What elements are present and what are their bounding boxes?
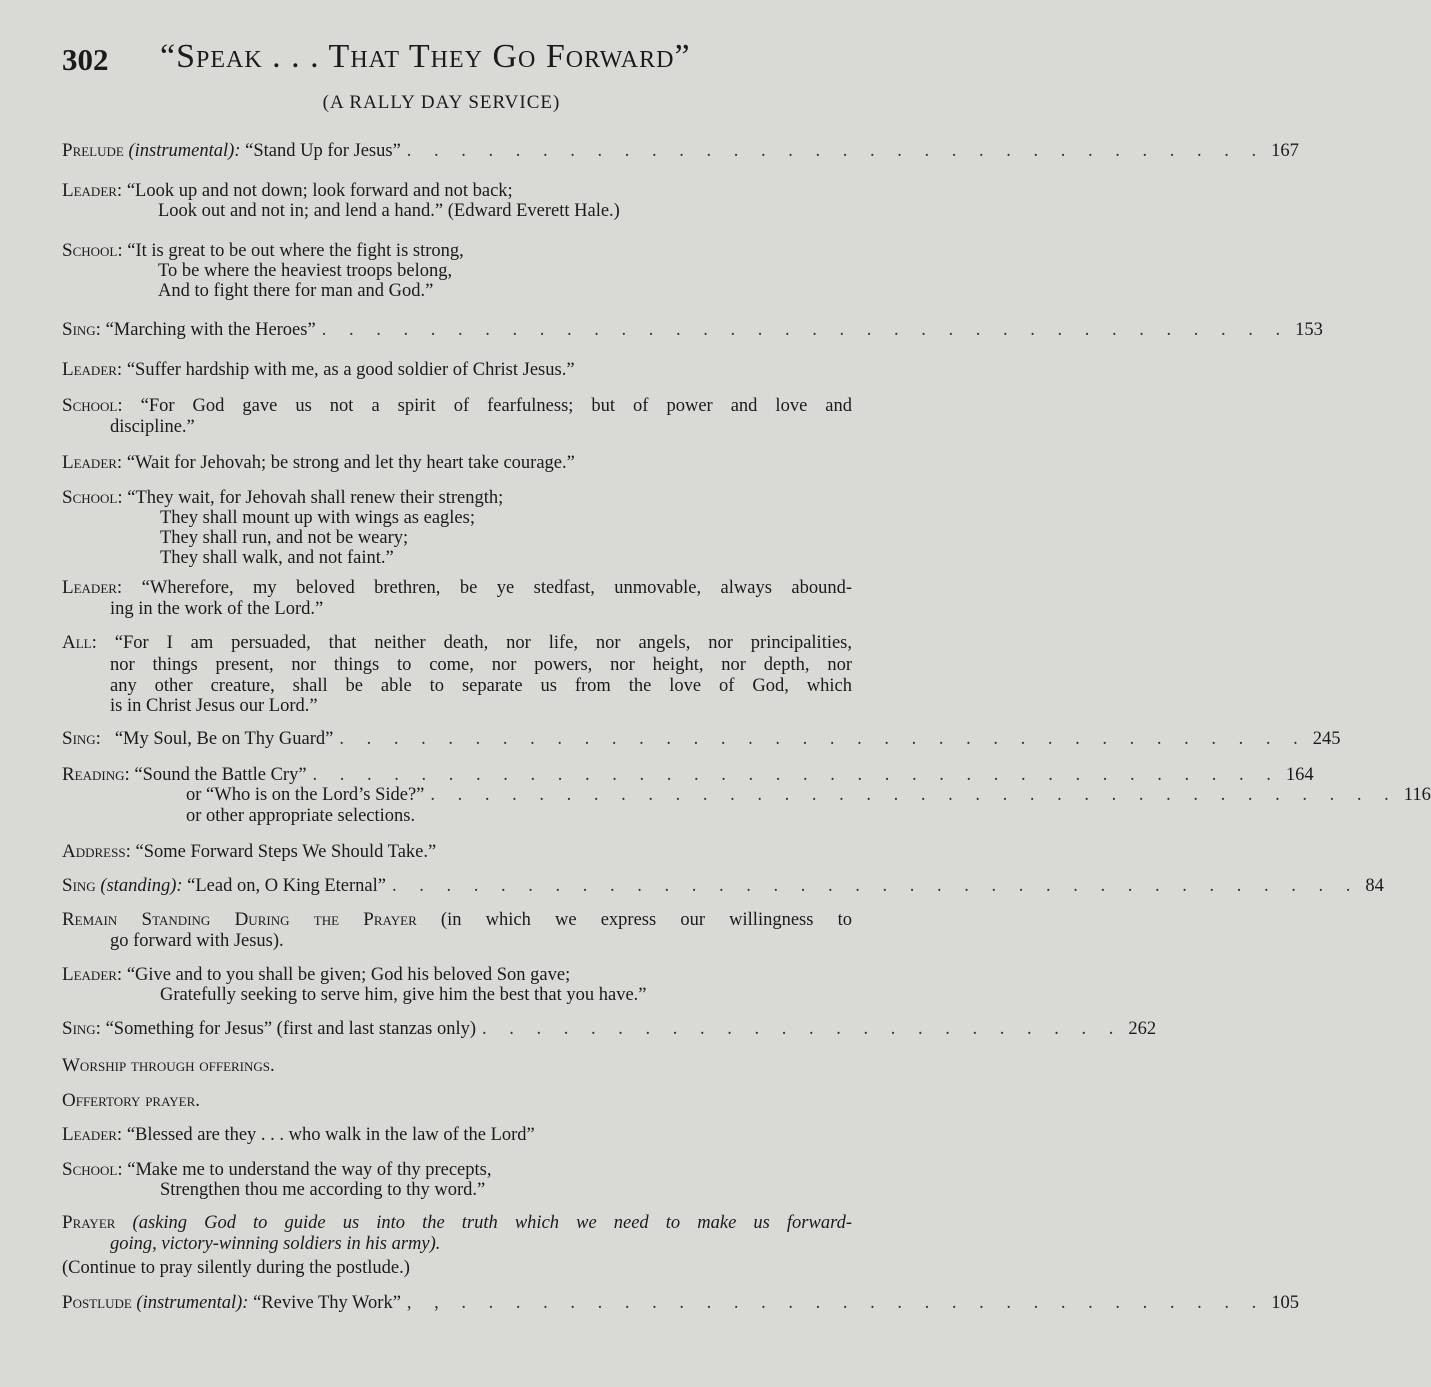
dot-leader: . . . . . . . . . . . . . . . . . . . . . . . . . . . . . . . . . . . . bbox=[312, 765, 1280, 785]
reading-line: Reading: “Sound the Battle Cry” . . . . . . . . . . . . . . . . . . . . . . . . . . . . . . . . . . . . 164 bbox=[62, 764, 1314, 785]
all-line-continued: is in Christ Jesus our Lord.” bbox=[110, 696, 318, 716]
reading-line-alt: or other appropriate selections. bbox=[186, 806, 416, 826]
dot-leader: . . . . . . . . . . . . . . . . . . . . . . . . . . . . . . . . . . . . bbox=[321, 320, 1290, 340]
leader-line: Leader: “Wait for Jehovah; be strong and let thy heart take courage.” bbox=[62, 452, 575, 473]
school-line: School: “It is great to be out where the fight is strong, bbox=[62, 240, 464, 261]
hymn-number: 245 bbox=[1312, 729, 1341, 749]
leader-line-continued: ing in the work of the Lord.” bbox=[110, 599, 324, 619]
hymn-number: 116 bbox=[1403, 785, 1431, 805]
postlude-line: Postlude (instrumental): “Revive Thy Work” , , . . . . . . . . . . . . . . . . . . . . . . . . . . . . . . 105 bbox=[62, 1292, 1300, 1313]
all-line: All: “For I am persuaded, that neither death, nor life, nor angels, nor principalities, bbox=[62, 632, 853, 653]
all-line-continued: any other creature, shall be able to separate us from the love of God, which bbox=[110, 676, 852, 696]
hymn-number: 262 bbox=[1128, 1019, 1157, 1039]
sing-line: Sing: “Marching with the Heroes” . . . . . . . . . . . . . . . . . . . . . . . . . . . . . . . . . . . . 153 bbox=[62, 319, 1323, 340]
page-title: “Speak . . . That They Go Forward” bbox=[160, 38, 691, 75]
sing-line: Sing: “Something for Jesus” (first and last stanzas only) . . . . . . . . . . . . . . . . . . . . . . . . 262 bbox=[62, 1018, 1157, 1039]
all-line-continued: nor things present, nor things to come, nor powers, nor height, nor depth, nor bbox=[110, 655, 852, 675]
prayer-line: Prayer (asking God to guide us into the truth which we need to make us forward- bbox=[62, 1212, 853, 1233]
leader-line: Leader: “Give and to you shall be given; God his beloved Son gave; bbox=[62, 964, 571, 985]
page-number: 302 bbox=[62, 42, 109, 77]
dot-leader: . . . . . . . . . . . . . . . . . . . . . . . . . . . . . . . . . . . . bbox=[430, 785, 1398, 805]
school-line: School: “For God gave us not a spirit of fearfulness; but of power and love and bbox=[62, 395, 852, 416]
school-line-continued: And to fight there for man and God.” bbox=[158, 281, 434, 301]
dot-leader: , , . . . . . . . . . . . . . . . . . . . . . . . . . . . . . . bbox=[406, 1293, 1266, 1313]
service-subtitle: (A RALLY DAY SERVICE) bbox=[322, 92, 561, 113]
continue-line: (Continue to pray silently during the postlude.) bbox=[62, 1258, 410, 1278]
leader-line: Leader: “Suffer hardship with me, as a good soldier of Christ Jesus.” bbox=[62, 359, 575, 380]
offertory-line: Offertory prayer. bbox=[62, 1090, 201, 1111]
leader-line: Leader: “Look up and not down; look forward and not back; bbox=[62, 180, 513, 201]
page-header bbox=[62, 38, 852, 88]
school-line-continued: They shall mount up with wings as eagles; bbox=[160, 508, 475, 528]
hymn-number: 167 bbox=[1271, 141, 1299, 161]
hymn-number: 164 bbox=[1285, 765, 1314, 785]
dot-leader: . . . . . . . . . . . . . . . . . . . . . . . . . . . . . . . . . . . . bbox=[339, 729, 1307, 749]
school-line-continued: They shall walk, and not faint.” bbox=[160, 548, 394, 568]
school-line-continued: discipline.” bbox=[110, 417, 195, 437]
school-line-continued: They shall run, and not be weary; bbox=[160, 528, 409, 548]
dot-leader: . . . . . . . . . . . . . . . . . . . . . . . . bbox=[482, 1019, 1123, 1039]
school-line: School: “Make me to understand the way of thy precepts, bbox=[62, 1159, 492, 1180]
remain-standing-continued: go forward with Jesus). bbox=[110, 931, 284, 951]
sing-line: Sing: “My Soul, Be on Thy Guard” . . . . . . . . . . . . . . . . . . . . . . . . . . . . . . . . . . . . 245 bbox=[62, 728, 1341, 749]
worship-line: Worship through offerings. bbox=[62, 1055, 275, 1076]
leader-line: Leader: “Wherefore, my beloved brethren, be ye stedfast, unmovable, always abound- bbox=[62, 577, 852, 598]
dot-leader: . . . . . . . . . . . . . . . . . . . . . . . . . . . . . . . . . . . . bbox=[391, 876, 1360, 896]
remain-standing-line: Remain Standing During the Prayer (in which we express our willingness to bbox=[62, 909, 852, 930]
school-line: School: “They wait, for Jehovah shall renew their strength; bbox=[62, 487, 504, 508]
leader-line-continued: Gratefully seeking to serve him, give him the best that you have.” bbox=[160, 985, 647, 1005]
sing-line: Sing (standing): “Lead on, O King Eternal” . . . . . . . . . . . . . . . . . . . . . . . . . . . . . . . . . . . . 84 bbox=[62, 875, 1384, 896]
leader-line: Leader: “Blessed are they . . . who walk in the law of the Lord” bbox=[62, 1124, 535, 1145]
prelude-line: Prelude (instrumental): “Stand Up for Jesus” . . . . . . . . . . . . . . . . . . . . . . . . . . . . . . . . 167 bbox=[62, 140, 1299, 161]
hymn-number: 84 bbox=[1365, 876, 1384, 896]
hymn-number: 105 bbox=[1271, 1293, 1300, 1313]
address-line: Address: “Some Forward Steps We Should Take.” bbox=[62, 841, 437, 862]
school-line-continued: Strengthen thou me according to thy word.” bbox=[160, 1180, 486, 1200]
prayer-line-continued: going, victory-winning soldiers in his army). bbox=[110, 1234, 441, 1254]
school-line-continued: To be where the heaviest troops belong, bbox=[158, 261, 453, 281]
hymn-number: 153 bbox=[1295, 320, 1323, 340]
dot-leader: . . . . . . . . . . . . . . . . . . . . . . . . . . . . . . . . bbox=[406, 141, 1266, 161]
reading-line-alt: or “Who is on the Lord’s Side?” . . . . . . . . . . . . . . . . . . . . . . . . . . . . . . . . . . . . 116 bbox=[186, 785, 1431, 805]
leader-line-continued: Look out and not in; and lend a hand.” (Edward Everett Hale.) bbox=[158, 201, 620, 221]
